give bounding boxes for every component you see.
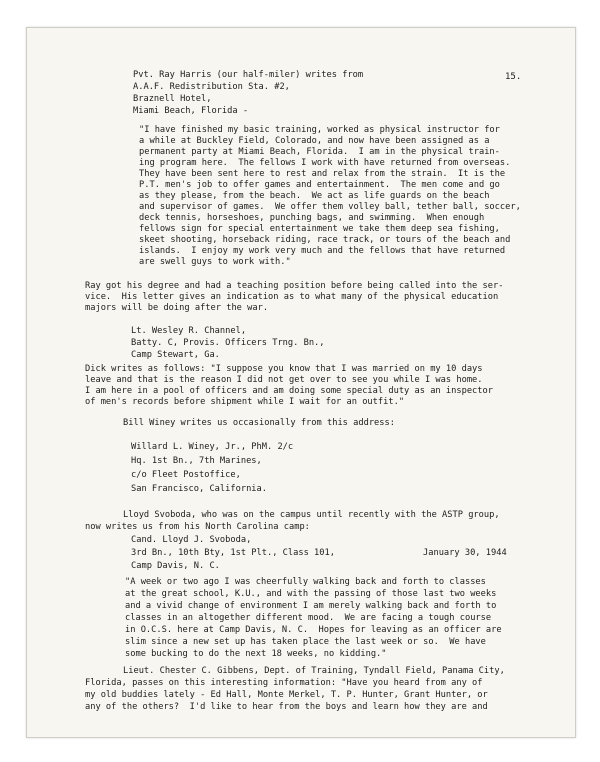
harris-letter-line: are swell guys to work with." [139, 257, 291, 267]
gibbens-letter-line: my old buddies lately - Ed Hall, Monte Merkel, T. P. Hunter, Grant Hunter, or [85, 690, 488, 700]
harris-letter-line: ing program here. The fellows I work with have returned from overseas. [139, 158, 511, 168]
svoboda-letter-date: January 30, 1944 [423, 548, 507, 558]
harris-letter-line: "I have finished my basic training, worked as physical instructor for [139, 125, 500, 135]
channel-address-line: Lt. Wesley R. Channel, [131, 326, 247, 336]
harris-address-line-1: Pvt. Ray Harris (our half-miler) writes from [133, 70, 364, 80]
svoboda-letter-line: and a vivid change of environment I am merely walking back and forth to [125, 601, 497, 611]
harris-letter-line: a while at Buckley Field, Colorado, and now have been assigned as a [139, 136, 490, 146]
harris-letter-line: P.T. men's job to offer games and entertainment. The men come and go [139, 180, 500, 190]
page-number: 15. [505, 72, 522, 82]
harris-note-line: vice. His letter gives an indication as to what many of the physical education [85, 292, 499, 302]
harris-letter-line: fellows sign for special entertainment we take them deep sea fishing, [139, 224, 500, 234]
svoboda-address-line: Camp Davis, N. C. [131, 561, 220, 571]
harris-note-line: Ray got his degree and had a teaching position before being called into the ser- [85, 281, 504, 291]
gibbens-letter-line: Florida, passes on this interesting information: "Have you heard from any of [85, 678, 483, 688]
winey-address-line: San Francisco, California. [131, 484, 267, 494]
document-page [26, 27, 576, 738]
harris-note-line: majors will be doing after the war. [85, 303, 269, 313]
gibbens-letter-line: any of the others? I'd like to hear from the boys and learn how they are and [85, 702, 488, 712]
svoboda-letter-line: at the great school, K.U., and with the passing of those last two weeks [125, 589, 497, 599]
channel-address-line: Camp Stewart, Ga. [131, 350, 220, 360]
gibbens-letter-line: Lieut. Chester C. Gibbens, Dept. of Training, Tyndall Field, Panama City, [123, 666, 505, 676]
svoboda-letter-line: "A week or two ago I was cheerfully walking back and forth to classes [125, 577, 486, 587]
harris-letter-line: They have been sent here to rest and relax from the strain. It is the [139, 169, 506, 179]
harris-letter-line: and supervisor of games. We offer them volley ball, tether ball, soccer, [139, 202, 521, 212]
svoboda-intro-line-2: now writes us from his North Carolina camp: [85, 522, 310, 532]
winey-address-line: Hq. 1st Bn., 7th Marines, [131, 456, 262, 466]
harris-address-line-4: Miami Beach, Florida - [133, 106, 249, 116]
svoboda-address-line: Cand. Lloyd J. Svoboda, [131, 535, 252, 545]
svoboda-address-line: 3rd Bn., 10th Bty, 1st Plt., Class 101, [131, 548, 335, 558]
harris-letter-line: skeet shooting, horseback riding, race track, or tours of the beach and [139, 235, 511, 245]
harris-letter-line: deck tennis, horseshoes, punching bags, and swimming. When enough [139, 213, 485, 223]
channel-address-line: Batty. C, Provis. Officers Trng. Bn., [131, 338, 325, 348]
svoboda-letter-line: classes in an altogether different mood. We are facing a tough course [125, 613, 492, 623]
svoboda-intro-line-1: Lloyd Svoboda, who was on the campus until recently with the ASTP group, [123, 510, 500, 520]
harris-letter-line: as they please, from the beach. We act as life guards on the beach [139, 191, 490, 201]
harris-letter-line: islands. I enjoy my work very much and the fellows that have returned [139, 246, 506, 256]
harris-address-line-2: A.A.F. Redistribution Sta. #2, [133, 82, 290, 92]
harris-letter-line: permanent party at Miami Beach, Florida. I am in the physical train- [139, 147, 500, 157]
channel-letter-line: Dick writes as follows: "I suppose you know that I was married on my 10 days [85, 364, 483, 374]
harris-address-line-3: Braznell Hotel, [133, 94, 212, 104]
winey-address-line: Willard L. Winey, Jr., PhM. 2/c [131, 442, 294, 452]
winey-address-line: c/o Fleet Postoffice, [131, 470, 241, 480]
svoboda-letter-line: in O.C.S. here at Camp Davis, N. C. Hopes for leaving as an officer are [125, 625, 502, 635]
svoboda-letter-line: some bucking to do the next 18 weeks, no kidding." [125, 649, 387, 659]
channel-letter-line: I am here in a pool of officers and am doing some special duty as an inspector [85, 386, 493, 396]
channel-letter-line: leave and that is the reason I did not get over to see you while I was home. [85, 375, 483, 385]
svoboda-letter-line: slim since a new set up has taken place the last week or so. We have [125, 637, 486, 647]
winey-intro: Bill Winey writes us occasionally from this address: [123, 418, 395, 428]
channel-letter-line: of men's records before shipment while I wait for an outfit." [85, 397, 405, 407]
